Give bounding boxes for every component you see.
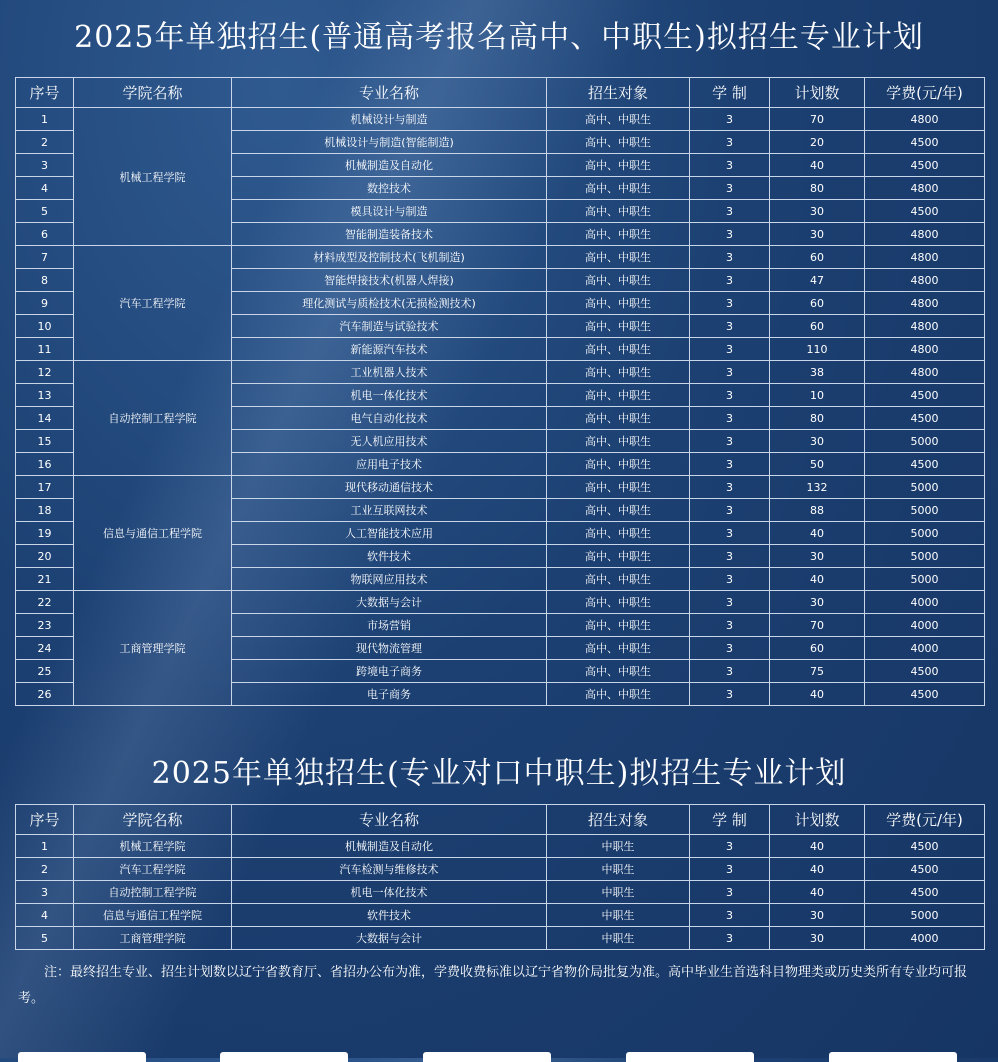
cell-index: 21	[16, 568, 74, 591]
cell-index: 3	[16, 881, 74, 904]
cell-index: 1	[16, 108, 74, 131]
cell-college: 自动控制工程学院	[74, 881, 232, 904]
cell-duration: 3	[690, 223, 770, 246]
table-row	[16, 246, 985, 269]
cell-major: 市场营销	[232, 614, 547, 637]
cell-target: 高中、中职生	[547, 361, 690, 384]
cell-major: 机电一体化技术	[232, 384, 547, 407]
cell-duration: 3	[690, 292, 770, 315]
cell-target: 高中、中职生	[547, 407, 690, 430]
cell-tuition: 5000	[865, 430, 985, 453]
cell-target: 高中、中职生	[547, 499, 690, 522]
cell-index: 19	[16, 522, 74, 545]
cell-major: 材料成型及控制技术(飞机制造)	[232, 246, 547, 269]
cell-duration: 3	[690, 407, 770, 430]
table-row	[16, 835, 985, 858]
cell-index: 12	[16, 361, 74, 384]
cell-major: 智能焊接技术(机器人焊接)	[232, 269, 547, 292]
cell-major: 应用电子技术	[232, 453, 547, 476]
header-quota: 计划数	[770, 805, 865, 835]
cell-tuition: 5000	[865, 545, 985, 568]
table-header-row	[16, 78, 985, 108]
cell-target: 高中、中职生	[547, 453, 690, 476]
cell-duration: 3	[690, 154, 770, 177]
cell-duration: 3	[690, 108, 770, 131]
cell-index: 5	[16, 200, 74, 223]
cell-tuition: 4800	[865, 269, 985, 292]
cell-quota: 88	[770, 499, 865, 522]
cell-duration: 3	[690, 384, 770, 407]
cell-college: 信息与通信工程学院	[74, 476, 232, 591]
bottom-button-3[interactable]	[423, 1052, 551, 1062]
cell-duration: 3	[690, 545, 770, 568]
cell-tuition: 5000	[865, 499, 985, 522]
cell-index: 10	[16, 315, 74, 338]
cell-major: 汽车检测与维修技术	[232, 858, 547, 881]
cell-quota: 30	[770, 591, 865, 614]
cell-major: 理化测试与质检技术(无损检测技术)	[232, 292, 547, 315]
cell-college: 机械工程学院	[74, 108, 232, 246]
cell-index: 1	[16, 835, 74, 858]
cell-index: 2	[16, 858, 74, 881]
cell-tuition: 5000	[865, 904, 985, 927]
cell-tuition: 4500	[865, 131, 985, 154]
cell-target: 高中、中职生	[547, 108, 690, 131]
cell-quota: 40	[770, 154, 865, 177]
cell-quota: 30	[770, 200, 865, 223]
cell-index: 6	[16, 223, 74, 246]
cell-major: 机械制造及自动化	[232, 835, 547, 858]
cell-quota: 50	[770, 453, 865, 476]
cell-target: 高中、中职生	[547, 545, 690, 568]
cell-quota: 40	[770, 683, 865, 706]
cell-index: 15	[16, 430, 74, 453]
cell-major: 电子商务	[232, 683, 547, 706]
cell-tuition: 5000	[865, 522, 985, 545]
cell-quota: 47	[770, 269, 865, 292]
cell-quota: 80	[770, 407, 865, 430]
cell-target: 高中、中职生	[547, 637, 690, 660]
cell-quota: 75	[770, 660, 865, 683]
cell-tuition: 4500	[865, 660, 985, 683]
cell-major: 机电一体化技术	[232, 881, 547, 904]
cell-college: 机械工程学院	[74, 835, 232, 858]
cell-target: 高中、中职生	[547, 476, 690, 499]
cell-major: 现代移动通信技术	[232, 476, 547, 499]
cell-duration: 3	[690, 246, 770, 269]
header-target: 招生对象	[547, 78, 690, 108]
cell-quota: 60	[770, 315, 865, 338]
cell-duration: 3	[690, 315, 770, 338]
bottom-button-2[interactable]	[220, 1052, 348, 1062]
cell-major: 机械设计与制造(智能制造)	[232, 131, 547, 154]
cell-major: 人工智能技术应用	[232, 522, 547, 545]
cell-college: 汽车工程学院	[74, 858, 232, 881]
cell-major: 无人机应用技术	[232, 430, 547, 453]
cell-target: 中职生	[547, 835, 690, 858]
cell-target: 高中、中职生	[547, 683, 690, 706]
cell-index: 26	[16, 683, 74, 706]
cell-tuition: 4500	[865, 384, 985, 407]
cell-duration: 3	[690, 660, 770, 683]
cell-tuition: 5000	[865, 476, 985, 499]
cell-duration: 3	[690, 131, 770, 154]
cell-tuition: 4500	[865, 154, 985, 177]
cell-index: 23	[16, 614, 74, 637]
cell-major: 新能源汽车技术	[232, 338, 547, 361]
cell-major: 大数据与会计	[232, 927, 547, 950]
cell-major: 大数据与会计	[232, 591, 547, 614]
plan-table-vocational	[15, 804, 985, 950]
cell-tuition: 4500	[865, 683, 985, 706]
cell-index: 5	[16, 927, 74, 950]
cell-tuition: 4500	[865, 200, 985, 223]
header-index: 序号	[16, 805, 74, 835]
table-header-row	[16, 805, 985, 835]
cell-major: 工业机器人技术	[232, 361, 547, 384]
header-quota: 计划数	[770, 78, 865, 108]
header-tuition: 学费(元/年)	[865, 78, 985, 108]
cell-tuition: 4800	[865, 108, 985, 131]
cell-tuition: 4800	[865, 361, 985, 384]
cell-target: 高中、中职生	[547, 568, 690, 591]
cell-duration: 3	[690, 499, 770, 522]
cell-major: 现代物流管理	[232, 637, 547, 660]
cell-tuition: 4800	[865, 338, 985, 361]
cell-index: 24	[16, 637, 74, 660]
cell-tuition: 4800	[865, 315, 985, 338]
cell-duration: 3	[690, 927, 770, 950]
cell-tuition: 4000	[865, 637, 985, 660]
bottom-button-4[interactable]	[626, 1052, 754, 1062]
header-tuition: 学费(元/年)	[865, 805, 985, 835]
cell-index: 17	[16, 476, 74, 499]
cell-major: 软件技术	[232, 904, 547, 927]
table-row	[16, 881, 985, 904]
cell-target: 高中、中职生	[547, 223, 690, 246]
cell-index: 8	[16, 269, 74, 292]
cell-major: 数控技术	[232, 177, 547, 200]
cell-tuition: 4500	[865, 858, 985, 881]
table-row	[16, 927, 985, 950]
cell-tuition: 4800	[865, 246, 985, 269]
cell-major: 智能制造装备技术	[232, 223, 547, 246]
table-row	[16, 361, 985, 384]
plan-table-general	[15, 77, 985, 706]
plan-title-general: 2025年单独招生(普通高考报名高中、中职生)拟招生专业计划	[74, 20, 924, 55]
cell-tuition: 4800	[865, 292, 985, 315]
bottom-button-5[interactable]	[829, 1052, 957, 1062]
header-major: 专业名称	[232, 78, 547, 108]
cell-quota: 40	[770, 568, 865, 591]
cell-major: 软件技术	[232, 545, 547, 568]
cell-target: 高中、中职生	[547, 200, 690, 223]
cell-tuition: 4000	[865, 591, 985, 614]
header-index: 序号	[16, 78, 74, 108]
cell-quota: 38	[770, 361, 865, 384]
cell-index: 2	[16, 131, 74, 154]
cell-tuition: 4500	[865, 407, 985, 430]
cell-target: 高中、中职生	[547, 315, 690, 338]
cell-tuition: 4000	[865, 614, 985, 637]
cell-tuition: 4500	[865, 835, 985, 858]
cell-target: 中职生	[547, 927, 690, 950]
cell-college: 自动控制工程学院	[74, 361, 232, 476]
plan-table-vocational-body	[16, 835, 985, 950]
cell-duration: 3	[690, 637, 770, 660]
cell-quota: 40	[770, 835, 865, 858]
cell-index: 4	[16, 177, 74, 200]
header-target: 招生对象	[547, 805, 690, 835]
cell-duration: 3	[690, 614, 770, 637]
cell-quota: 132	[770, 476, 865, 499]
cell-duration: 3	[690, 200, 770, 223]
cell-quota: 60	[770, 637, 865, 660]
cell-quota: 40	[770, 858, 865, 881]
cell-college: 汽车工程学院	[74, 246, 232, 361]
cell-quota: 70	[770, 614, 865, 637]
cell-quota: 40	[770, 522, 865, 545]
cell-quota: 60	[770, 292, 865, 315]
cell-duration: 3	[690, 683, 770, 706]
cell-quota: 30	[770, 430, 865, 453]
cell-target: 高中、中职生	[547, 614, 690, 637]
cell-target: 高中、中职生	[547, 384, 690, 407]
cell-duration: 3	[690, 177, 770, 200]
cell-index: 11	[16, 338, 74, 361]
table-row	[16, 476, 985, 499]
cell-index: 16	[16, 453, 74, 476]
cell-target: 高中、中职生	[547, 522, 690, 545]
cell-duration: 3	[690, 858, 770, 881]
cell-college: 工商管理学院	[74, 591, 232, 706]
plan-title-vocational: 2025年单独招生(专业对口中职生)拟招生专业计划	[151, 756, 847, 791]
cell-tuition: 4800	[865, 223, 985, 246]
cell-index: 14	[16, 407, 74, 430]
cell-duration: 3	[690, 338, 770, 361]
cell-target: 高中、中职生	[547, 338, 690, 361]
cell-major: 汽车制造与试验技术	[232, 315, 547, 338]
cell-major: 跨境电子商务	[232, 660, 547, 683]
cell-target: 高中、中职生	[547, 154, 690, 177]
cell-tuition: 4000	[865, 927, 985, 950]
cell-quota: 30	[770, 545, 865, 568]
cell-quota: 80	[770, 177, 865, 200]
cell-duration: 3	[690, 591, 770, 614]
cell-index: 13	[16, 384, 74, 407]
cell-duration: 3	[690, 453, 770, 476]
cell-target: 高中、中职生	[547, 591, 690, 614]
cell-target: 高中、中职生	[547, 269, 690, 292]
cell-target: 高中、中职生	[547, 430, 690, 453]
cell-duration: 3	[690, 476, 770, 499]
cell-target: 高中、中职生	[547, 177, 690, 200]
cell-quota: 30	[770, 927, 865, 950]
cell-major: 电气自动化技术	[232, 407, 547, 430]
cell-quota: 10	[770, 384, 865, 407]
cell-duration: 3	[690, 835, 770, 858]
cell-target: 高中、中职生	[547, 660, 690, 683]
cell-quota: 30	[770, 904, 865, 927]
cell-index: 3	[16, 154, 74, 177]
cell-index: 22	[16, 591, 74, 614]
header-duration: 学 制	[690, 805, 770, 835]
table-row	[16, 591, 985, 614]
cell-quota: 30	[770, 223, 865, 246]
table-row	[16, 858, 985, 881]
cell-tuition: 4500	[865, 453, 985, 476]
cell-major: 机械制造及自动化	[232, 154, 547, 177]
cell-quota: 110	[770, 338, 865, 361]
cell-target: 中职生	[547, 858, 690, 881]
cell-quota: 70	[770, 108, 865, 131]
cell-duration: 3	[690, 522, 770, 545]
cell-quota: 60	[770, 246, 865, 269]
cell-index: 7	[16, 246, 74, 269]
cell-major: 工业互联网技术	[232, 499, 547, 522]
header-college: 学院名称	[74, 805, 232, 835]
cell-duration: 3	[690, 904, 770, 927]
table-row	[16, 904, 985, 927]
table-row	[16, 108, 985, 131]
cell-major: 物联网应用技术	[232, 568, 547, 591]
cell-tuition: 4800	[865, 177, 985, 200]
cell-college: 工商管理学院	[74, 927, 232, 950]
cell-duration: 3	[690, 568, 770, 591]
cell-major: 机械设计与制造	[232, 108, 547, 131]
cell-index: 9	[16, 292, 74, 315]
cell-tuition: 4500	[865, 881, 985, 904]
cell-duration: 3	[690, 430, 770, 453]
cell-target: 高中、中职生	[547, 131, 690, 154]
cell-target: 中职生	[547, 881, 690, 904]
cell-index: 20	[16, 545, 74, 568]
footnote: 注：最终招生专业、招生计划数以辽宁省教育厅、省招办公布为准，学费收费标准以辽宁省物价局批复为准。高中毕业生首选科目物理类或历史类所有专业均可报考。	[18, 965, 968, 1006]
header-college: 学院名称	[74, 78, 232, 108]
cell-target: 中职生	[547, 904, 690, 927]
cell-duration: 3	[690, 361, 770, 384]
cell-target: 高中、中职生	[547, 292, 690, 315]
header-major: 专业名称	[232, 805, 547, 835]
cell-quota: 20	[770, 131, 865, 154]
cell-quota: 40	[770, 881, 865, 904]
plan-table-general-body	[16, 108, 985, 706]
cell-college: 信息与通信工程学院	[74, 904, 232, 927]
cell-index: 25	[16, 660, 74, 683]
cell-major: 模具设计与制造	[232, 200, 547, 223]
cell-tuition: 5000	[865, 568, 985, 591]
cell-duration: 3	[690, 881, 770, 904]
cell-target: 高中、中职生	[547, 246, 690, 269]
bottom-button-1[interactable]	[18, 1052, 146, 1062]
cell-index: 18	[16, 499, 74, 522]
header-duration: 学 制	[690, 78, 770, 108]
cell-index: 4	[16, 904, 74, 927]
cell-duration: 3	[690, 269, 770, 292]
